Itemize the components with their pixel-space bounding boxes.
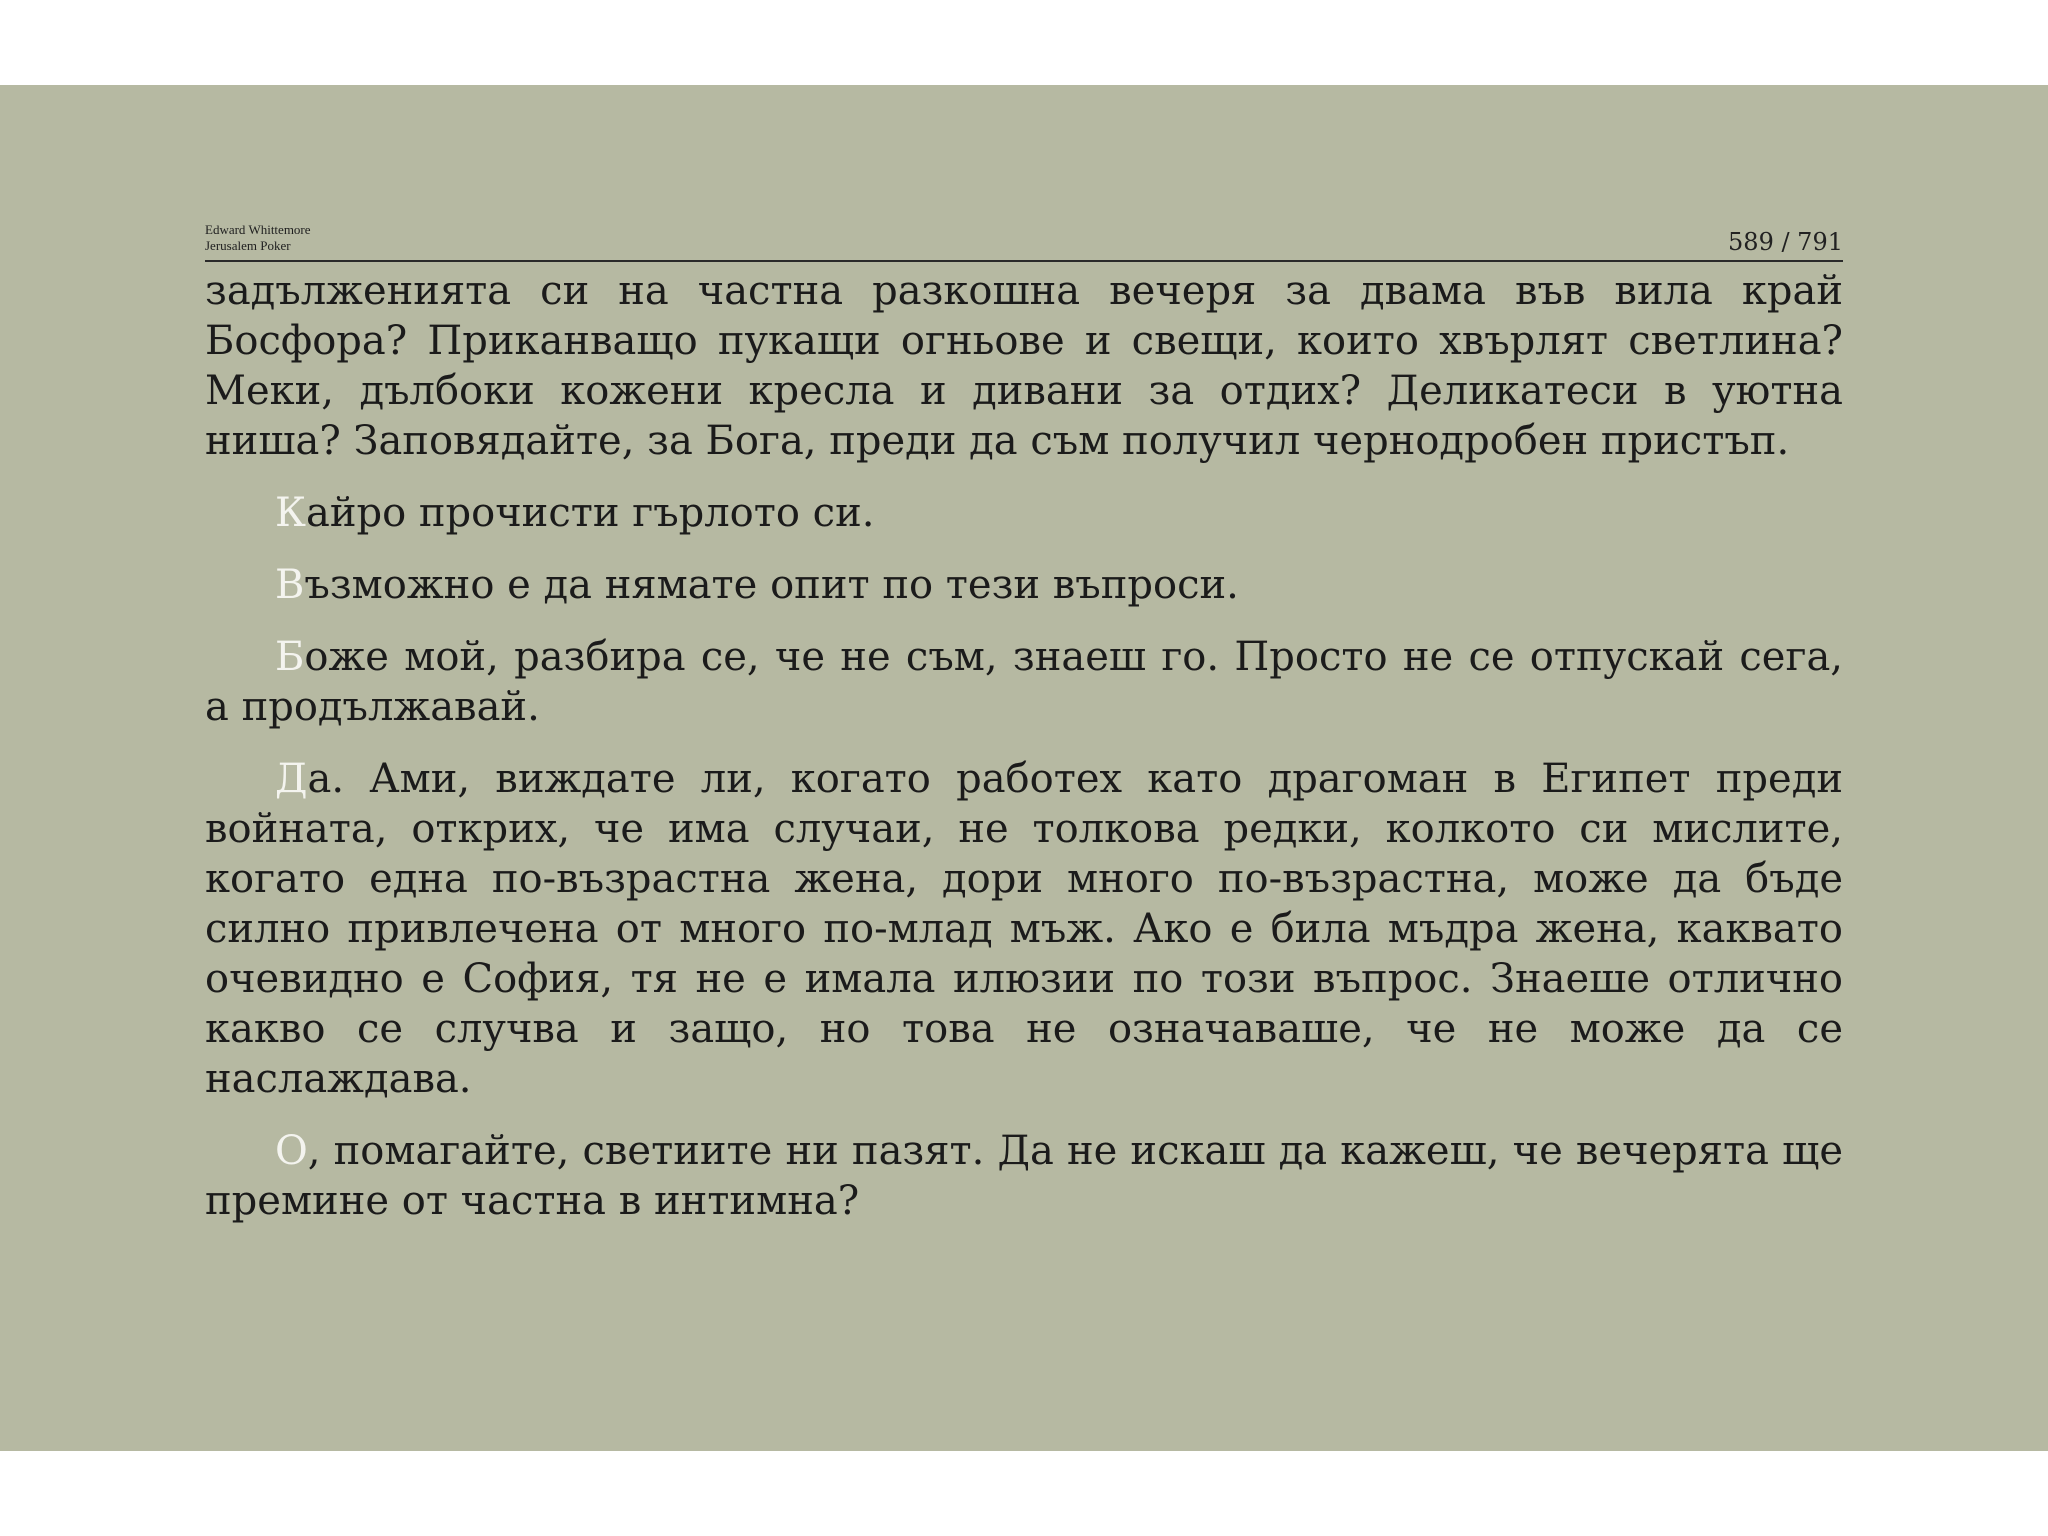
paragraph xyxy=(205,632,1843,732)
paragraph xyxy=(205,488,1843,538)
drop-initial: Д xyxy=(275,756,308,802)
paragraph-text: ъзможно е да нямате опит по тези въпроси. xyxy=(304,562,1239,608)
drop-initial: Б xyxy=(275,634,305,680)
book-title: Jerusalem Poker xyxy=(205,238,291,253)
paragraph-text: айро прочисти гърлото си. xyxy=(305,490,875,536)
page-counter: 589 / 791 xyxy=(1728,228,1843,256)
book-author: Edward Whittemore xyxy=(205,222,311,237)
page-text xyxy=(205,266,1843,1248)
paragraph-text: а. Ами, виждате ли, когато работех като драгоман в Египет преди войната, открих, че има случаи, не толкова редки, колкото си мислите, когато една по-възрастна жена, дори много по-възрастна, може да бъде силно привлечена от много по-млад мъж. Ако е била мъдра жена, каквато очевидно е София, тя не е имала илюзии по този въпрос. Знаеше отлично какво се случва и защо, но това не означаваше, че не може да се наслаждава. xyxy=(205,756,1843,1102)
paragraph-text: задълженията си на частна разкошна вечеря за двама във вила край Босфора? Приканващо пукащи огньове и свещи, които хвърлят светлина? Меки, дълбоки кожени кресла и дивани за отдих? Деликатеси в уютна ниша? Заповядайте, за Бога, преди да съм получил чернодробен пристъп. xyxy=(205,268,1843,464)
paragraph-text: , помагайте, светиите ни пазят. Да не искаш да кажеш, че вечерята ще премине от частна в интимна? xyxy=(205,1128,1843,1224)
paragraph xyxy=(205,754,1843,1104)
paragraph-text: оже мой, разбира се, че не съм, знаеш го. Просто не се отпускай сега, а продължавай. xyxy=(205,634,1843,730)
book-info xyxy=(205,222,311,254)
paragraph xyxy=(205,1126,1843,1226)
drop-initial: К xyxy=(275,490,306,536)
page-header xyxy=(205,140,1843,262)
paragraph xyxy=(205,266,1843,466)
paragraph xyxy=(205,560,1843,610)
drop-initial: О xyxy=(275,1128,308,1174)
drop-initial: В xyxy=(275,562,305,608)
